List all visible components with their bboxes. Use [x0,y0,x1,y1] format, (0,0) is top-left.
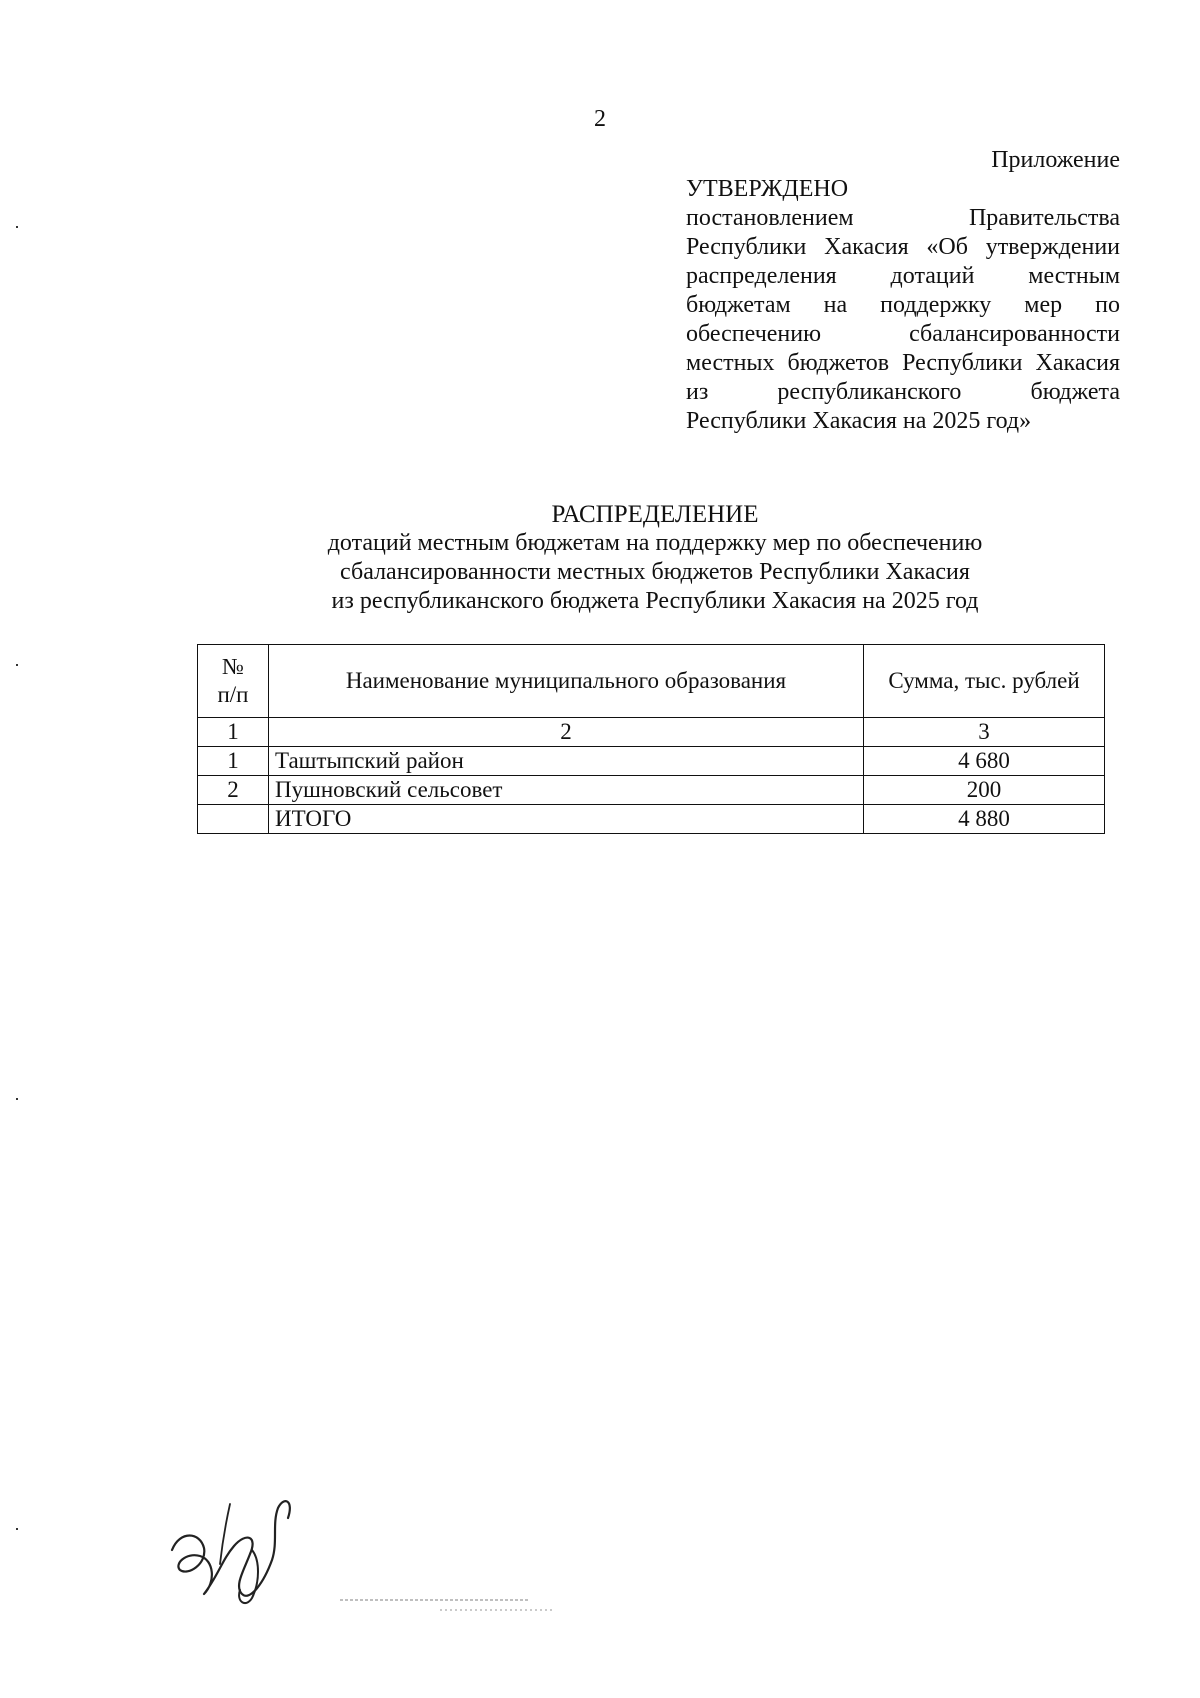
document-title: РАСПРЕДЕЛЕНИЕ [551,501,759,528]
faint-stamp-mark [340,1596,560,1616]
margin-dot [16,664,18,666]
margin-dot [16,1098,18,1100]
table-row [198,747,1105,776]
document-subtitle-line-3: из республиканского бюджета Республики Хакасия на 2025 год [331,588,979,614]
page-number: 2 [594,106,606,132]
margin-dot [16,226,18,228]
distribution-table [197,644,1105,834]
margin-dot [16,1528,18,1530]
row-sum: 200 [864,776,1105,805]
document-heading [200,500,1110,616]
header-number-sign: № [222,654,244,679]
table-total-row [198,805,1105,834]
row-name: Таштыпский район [269,747,864,776]
row-number: 2 [198,776,269,805]
approval-block [686,146,1120,436]
index-cell: 3 [864,718,1105,747]
total-sum: 4 880 [864,805,1105,834]
total-label: ИТОГО [269,805,864,834]
index-cell: 2 [269,718,864,747]
approval-basis-text: постановлением Правительства Республики Хакасия «Об утверждении распределения дотаций местным бюджетам на поддержку мер по обеспечению сбалансированности местных бюджетов Республики Хакасия из республиканского бюджета Республики Хакасия на 2025 год» [686,205,1120,434]
total-number [198,805,269,834]
approved-label: УТВЕРЖДЕНО [686,176,849,202]
row-name: Пушновский сельсовет [269,776,864,805]
table-index-row [198,718,1105,747]
header-name: Наименование муниципального образования [269,645,864,718]
document-subtitle-line-1: дотаций местным бюджетам на поддержку мер по обеспечению [327,530,983,556]
appendix-label: Приложение [991,147,1120,173]
table-header-row [198,645,1105,718]
row-number: 1 [198,747,269,776]
header-sum: Сумма, тыс. рублей [864,645,1105,718]
table-row [198,776,1105,805]
header-number [198,645,269,718]
document-subtitle-line-2: сбалансированности местных бюджетов Республики Хакасия [340,559,970,585]
handwritten-signature [160,1490,300,1610]
header-number-abbr: п/п [217,682,249,707]
index-cell: 1 [198,718,269,747]
row-sum: 4 680 [864,747,1105,776]
